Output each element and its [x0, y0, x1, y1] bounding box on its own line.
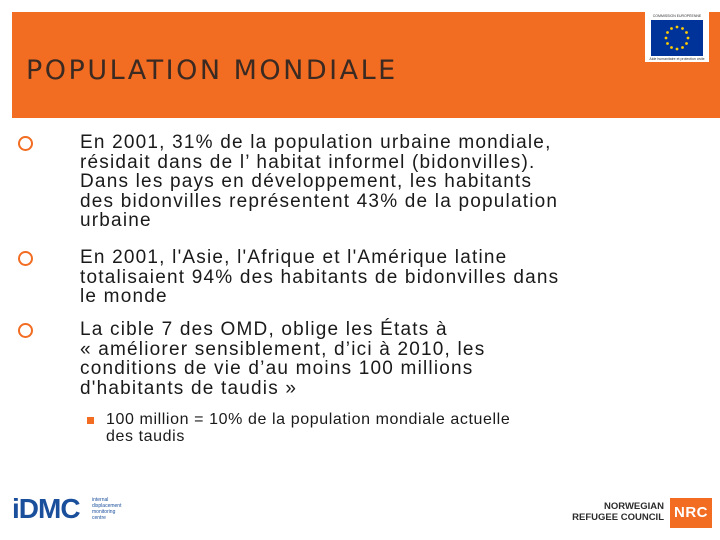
sub-bullet-line: des taudis [106, 428, 185, 445]
slide-title: POPULATION MONDIALE [26, 55, 398, 86]
circle-bullet-icon [18, 136, 33, 151]
idmc-mark: iDMC [12, 493, 80, 524]
bullet-line: le monde [80, 286, 168, 308]
circle-bullet-icon [18, 251, 33, 266]
eu-caption-bottom: Aide humanitaire et protection civile [649, 57, 705, 61]
eu-caption-top: COMMISSION EUROPÉENNE [652, 14, 702, 18]
bullet-line: d'habitants de taudis » [80, 377, 298, 399]
bullet-line: La cible 7 des OMD, oblige les États à [80, 319, 448, 340]
circle-bullet-icon [18, 323, 33, 338]
bullet-line: En 2001, 31% de la population urbaine mondiale, [80, 132, 552, 153]
eu-flag-icon [651, 20, 703, 56]
nrc-line-1: NORWEGIAN [604, 501, 664, 512]
sub-bullet-text [106, 411, 696, 445]
nrc-line-2: REFUGEE COUNCIL [572, 512, 664, 523]
idmc-logo [12, 494, 132, 524]
bullet-line: conditions de vie d’au moins 100 millions [80, 358, 474, 380]
bullet-line: résidait dans de l’ habitat informel (bidonvilles). [80, 151, 536, 173]
nrc-mark: NRC [670, 498, 712, 528]
bullet-3-text [80, 320, 705, 398]
nrc-wordmark [564, 501, 664, 523]
nrc-logo [564, 498, 714, 530]
bullet-line: des bidonvilles représentent 43% de la population [80, 190, 559, 212]
bullet-line: « améliorer sensiblement, d’ici à 2010, les [80, 338, 486, 360]
idmc-subtitle: internal displacement monitoring centre [92, 497, 122, 521]
sub-bullet-line: 100 million = 10% de la population mondiale actuelle [106, 411, 511, 428]
bullet-1-text [80, 133, 705, 231]
bullet-line: En 2001, l'Asie, l'Afrique et l'Amérique latine [80, 247, 508, 268]
square-bullet-icon [87, 417, 94, 424]
bullet-line: Dans les pays en développement, les habitants [80, 171, 533, 193]
bullet-2-text [80, 248, 705, 307]
bullet-line: urbaine [80, 210, 152, 232]
bullet-line: totalisaient 94% des habitants de bidonvilles dans [80, 266, 560, 288]
eu-logo [645, 12, 709, 62]
